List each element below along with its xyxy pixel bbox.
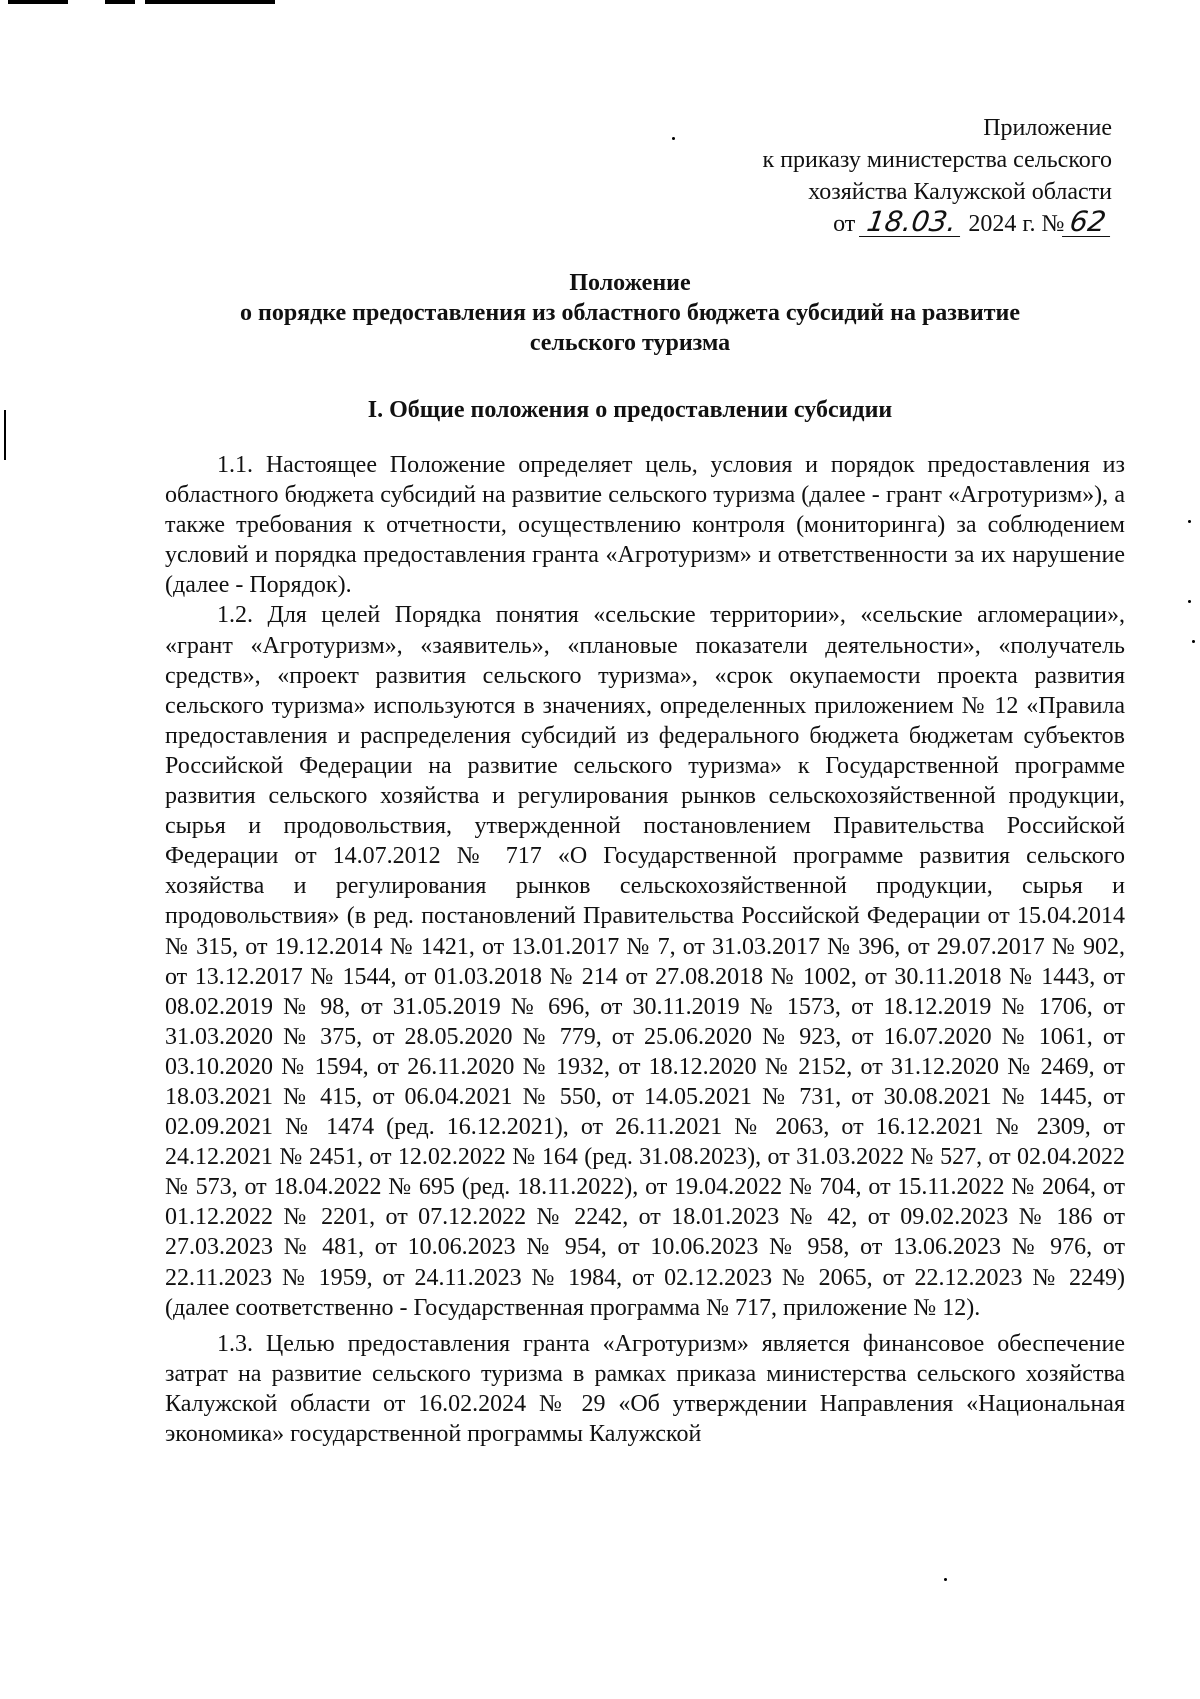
paragraph-1-3: 1.3. Целью предоставления гранта «Агротуризм» является финансовое обеспечение затрат на развитие сельского туризма в рамках приказа министерства сельского хозяйства Калужской области от 16.02.2024 № 29 «Об утверждении Направления «Национальная экономика» государственной программы Калужской <box>165 1330 1125 1447</box>
handwritten-date: 18.03. <box>859 208 964 237</box>
paragraph-1-2: 1.2. Для целей Порядка понятия «сельские территории», «сельские агломерации», «грант «Агротуризм», «заявитель», «плановые показатели деятельности», «получатель средств», «проект развития сельского туризма», «срок окупаемости проекта развития сельского туризма» используются в значениях, определенных приложением № 12 «Правила предоставления и распределения субсидий из федерального бюджета бюджетам субъектов Российской Федерации на развитие сельского туризма» к Государственной программе развития сельского хозяйства и регулирования рынков сельскохозяйственной продукции, сырья и продовольствия, утвержденной постановлением Правительства Российской Федерации от 14.07.2012 № 717 «О Государственной программе развития сельского хозяйства и регулирования рынков сельскохозяйственной продукции, сырья и продовольствия» (в ред. постановлений Правительства Российской Федерации от 15.04.2014 № 315, от 19.12.2014 № 1421, от 13.01.2017 № 7, от 31.03.2017 № 396, от 29.07.2017 № 902, от 13.12.2017 № 1544, от 01.03.2018 № 214 от 27.08.2018 № 1002, от 30.11.2018 № 1443, от 08.02.2019 № 98, от 31.05.2019 № 696, от 30.11.2019 № 1573, от 18.12.2019 № 1706, от 31.03.2020 № 375, от 28.05.2020 № 779, от 25.06.2020 № 923, от 16.07.2020 № 1061, от 03.10.2020 № 1594, от 26.11.2020 № 1932, от 18.12.2020 № 2152, от 31.12.2020 № 2469, от 18.03.2021 № 415, от 06.04.2021 № 550, от 14.05.2021 № 731, от 30.08.2021 № 1445, от 02.09.2021 № 1474 (ред. 16.12.2021), от 26.11.2021 № 2063, от 16.12.2021 № 2309, от 24.12.2021 № 2451, от 12.02.2022 № 164 (ред. 31.08.2023), от 31.03.2022 № 527, от 02.04.2022 № 573, от 18.04.2022 № 695 (ред. 18.11.2022), от 19.04.2022 № 704, от 15.11.2022 № 2064, от 01.12.2022 № 2201, от 07.12.2022 № 2242, от 18.01.2023 № 42, от 09.02.2023 № 186 от 27.03.2023 № 481, от 10.06.2023 № 954, от 10.06.2023 № 958, от 13.06.2023 № 976, от 22.11.2023 № 1959, от 24.11.2023 № 1984, от 02.12.2023 № 2065, от 22.12.2023 № 2249) (далее соответственно - Государственная программа № 717, приложение № 12). <box>165 602 1125 1321</box>
order-date-line <box>692 205 1112 240</box>
scan-dot <box>672 137 675 140</box>
order-reference: к приказу министерства сельского <box>762 147 1112 173</box>
scan-artifact <box>4 410 6 460</box>
paragraph-1-1: 1.1. Настоящее Положение определяет цель, условия и порядок предоставления из областного бюджета субсидий на развитие сельского туризма (далее - грант «Агротуризм»), а также требования к отчетности, осуществлению контроля (мониторинга) за соблюдением условий и порядка предоставления гранта «Агротуризм» и ответственности за их нарушение (далее - Порядок). <box>165 452 1125 599</box>
title-line-2: о порядке предоставления из областного бюджета субсидий на развитие <box>240 300 1020 326</box>
document-body <box>165 450 1125 1449</box>
section-heading: I. Общие положения о предоставлении субсидии <box>367 397 893 423</box>
handwritten-number: 62 <box>1062 208 1114 237</box>
ministry-name: хозяйства Калужской области <box>808 179 1112 205</box>
scan-artifact <box>8 0 68 4</box>
appendix-header <box>692 112 1112 240</box>
appendix-label: Приложение <box>983 115 1112 141</box>
scan-artifact <box>145 0 275 4</box>
scan-dot <box>1188 600 1191 603</box>
title-line-3: сельского туризма <box>529 330 731 356</box>
scan-dot <box>944 1578 947 1581</box>
document-title <box>150 268 1110 358</box>
scan-artifact <box>105 0 135 4</box>
date-prefix: от <box>833 211 856 237</box>
year-number-label: 2024 г. № <box>968 211 1065 237</box>
scan-dot <box>1192 640 1195 643</box>
title-line-1: Положение <box>569 270 691 296</box>
scan-dot <box>1188 520 1191 523</box>
